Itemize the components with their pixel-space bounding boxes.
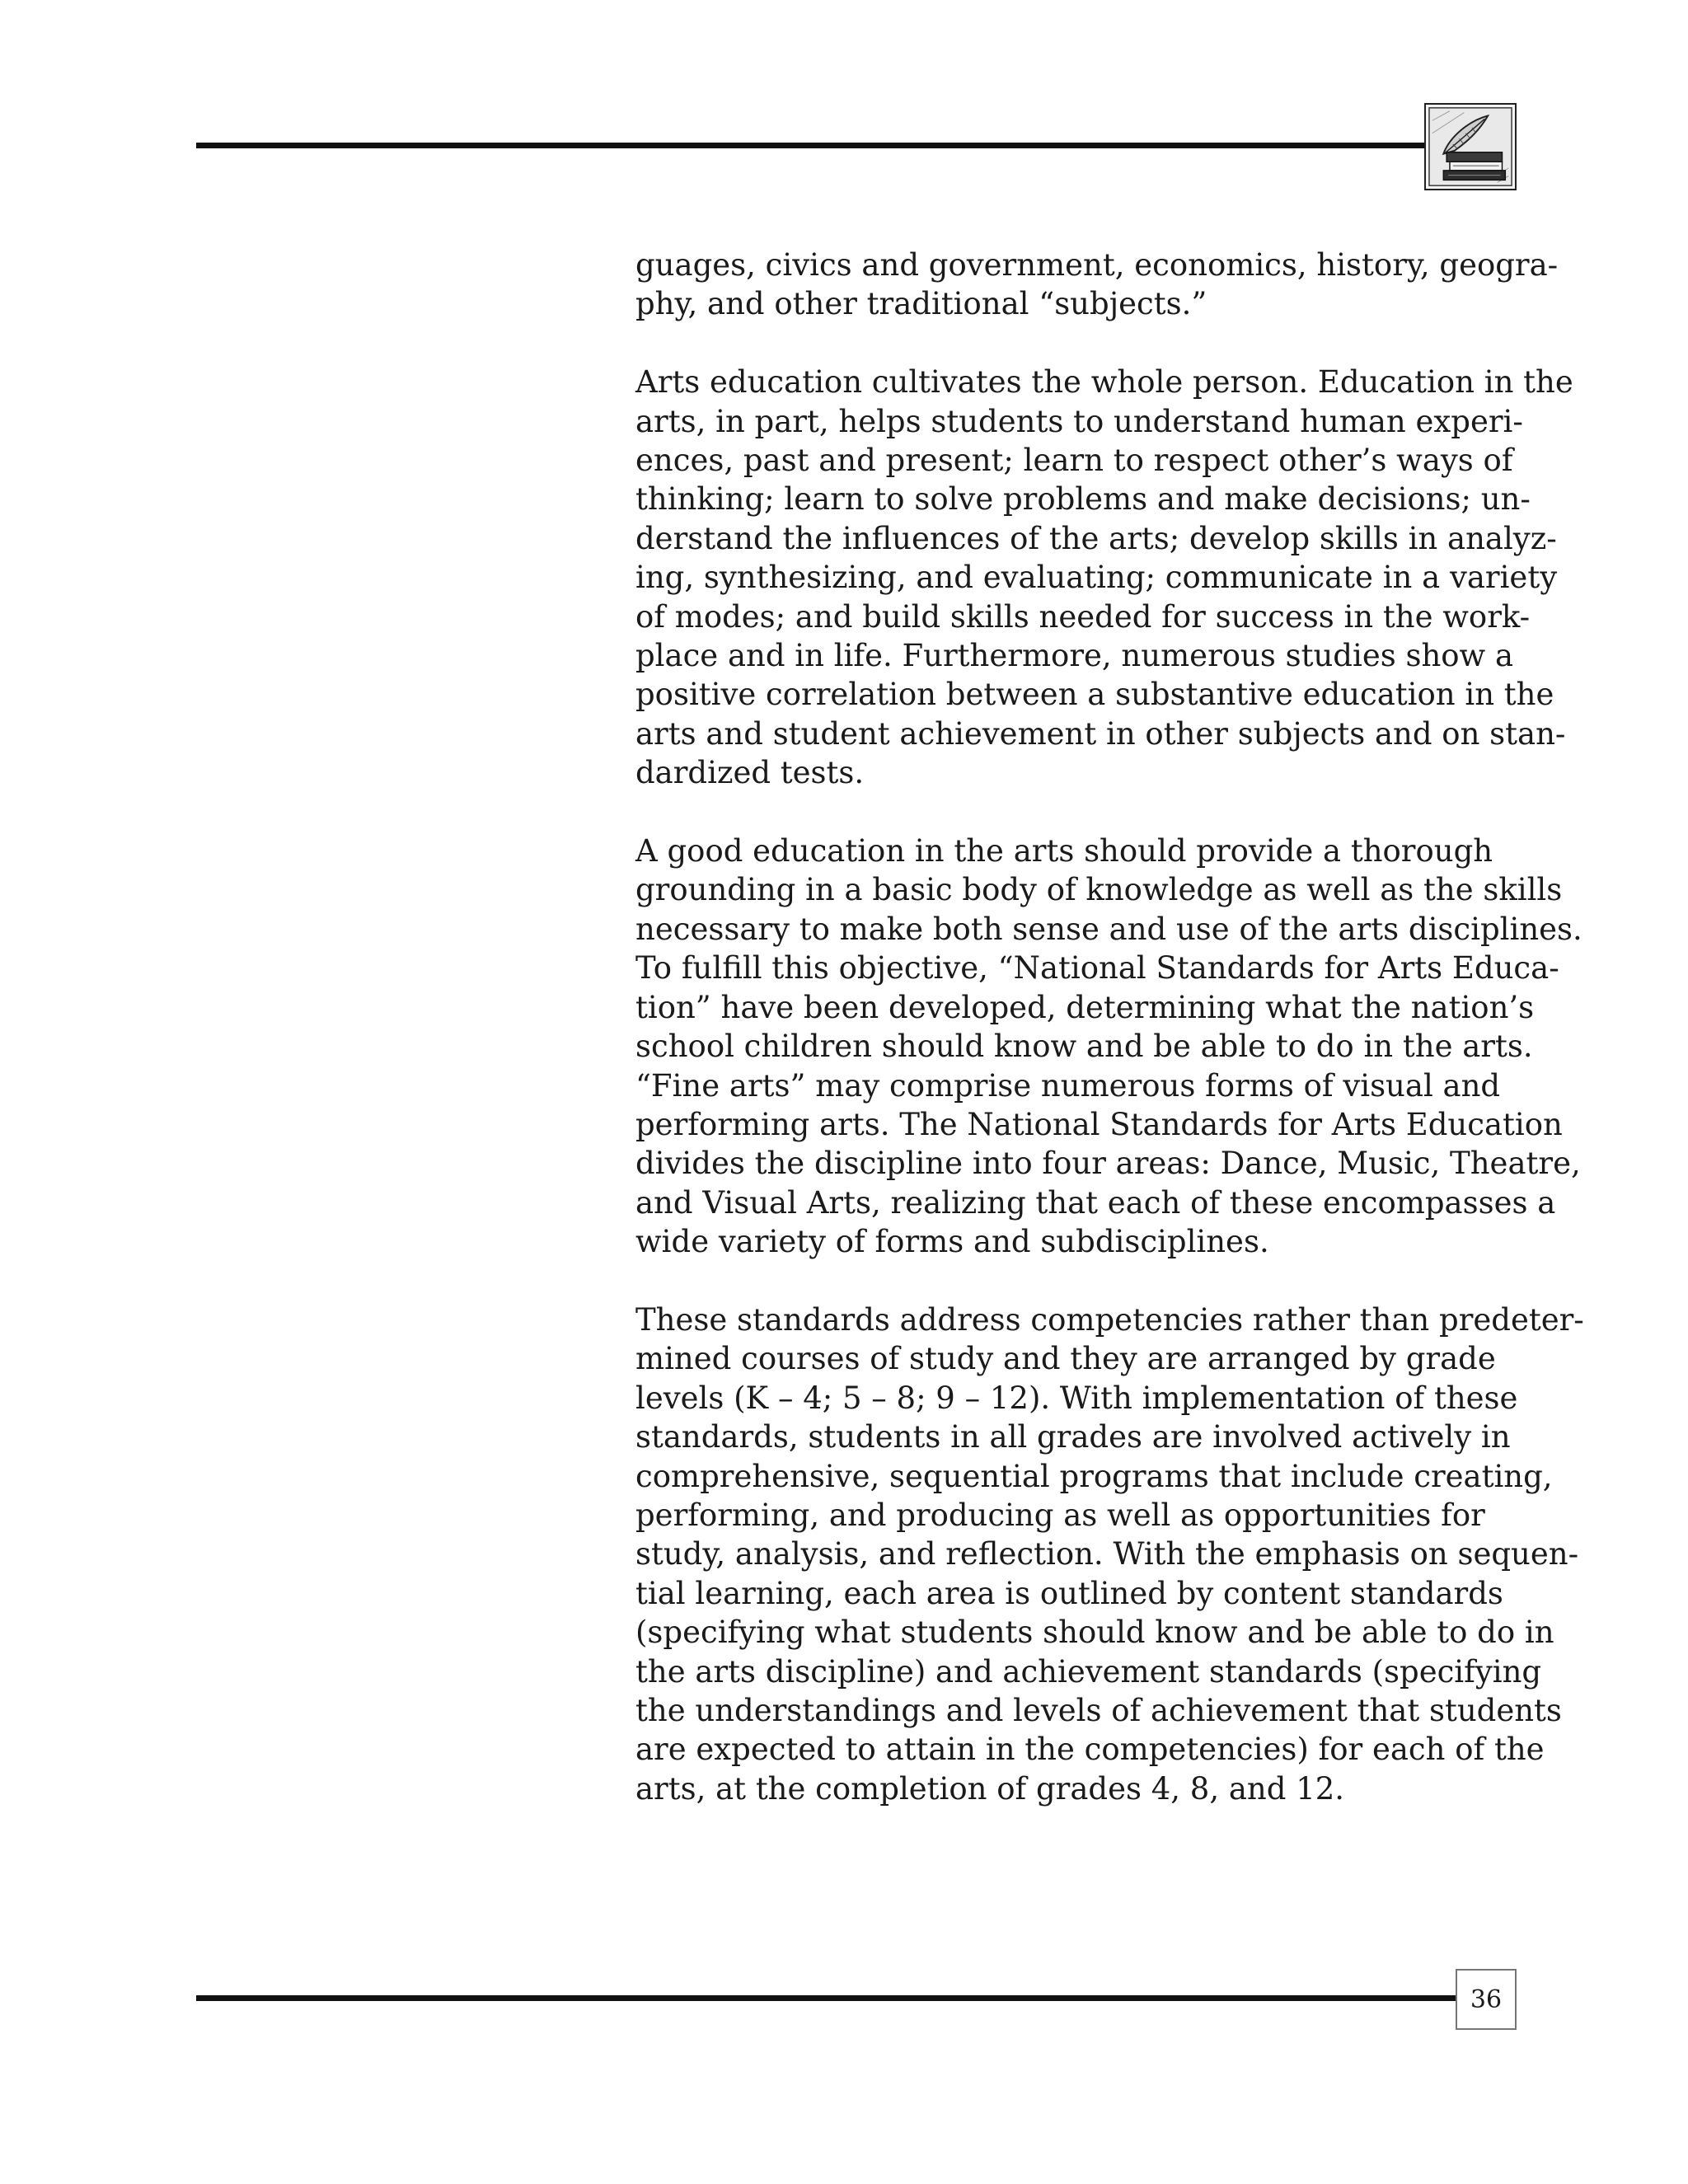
- text-line: place and in life. Furthermore, numerous studies show a: [635, 638, 1514, 674]
- text-line: wide variety of forms and subdisciplines.: [635, 1224, 1269, 1260]
- paragraph: [635, 363, 1573, 792]
- paragraph: [635, 246, 1559, 324]
- text-line: tion” have been developed, determining what the nation’s: [635, 989, 1535, 1025]
- text-line: performing arts. The National Standards for Arts Education: [635, 1106, 1563, 1142]
- text-line: are expected to attain in the competencies) for each of the: [635, 1732, 1545, 1768]
- body-text: [635, 246, 1584, 1848]
- paragraph: [635, 1301, 1584, 1808]
- text-line: ences, past and present; learn to respect other’s ways of: [635, 443, 1513, 479]
- text-line: necessary to make both sense and use of the arts disciplines.: [635, 911, 1582, 947]
- text-line: school children should know and be able to do in the arts.: [635, 1029, 1533, 1065]
- text-line: grounding in a basic body of knowledge as well as the skills: [635, 872, 1563, 908]
- text-line: phy, and other traditional “subjects.”: [635, 286, 1207, 322]
- text-line: the arts discipline) and achievement standards (specifying: [635, 1653, 1542, 1690]
- text-line: standards, students in all grades are involved actively in: [635, 1419, 1511, 1455]
- text-line: divides the discipline into four areas: Dance, Music, Theatre,: [635, 1146, 1581, 1182]
- page-number: 36: [1456, 1969, 1517, 2030]
- footer-rule: [196, 1995, 1456, 2001]
- text-line: mined courses of study and they are arranged by grade: [635, 1341, 1496, 1377]
- text-line: These standards address competencies rather than predeter-: [635, 1301, 1584, 1338]
- text-line: To fulfill this objective, “National Standards for Arts Educa-: [635, 950, 1559, 987]
- text-line: (specifying what students should know and be able to do in: [635, 1615, 1554, 1651]
- text-line: positive correlation between a substantive education in the: [635, 677, 1554, 713]
- text-line: “Fine arts” may comprise numerous forms of visual and: [635, 1067, 1501, 1104]
- text-line: study, analysis, and reflection. With the emphasis on sequen-: [635, 1536, 1579, 1572]
- text-line: comprehensive, sequential programs that include creating,: [635, 1458, 1553, 1494]
- text-line: dardized tests.: [635, 755, 865, 791]
- paragraph: [635, 832, 1582, 1261]
- text-line: ing, synthesizing, and evaluating; communicate in a variety: [635, 560, 1558, 596]
- text-line: guages, civics and government, economics, history, geogra-: [635, 247, 1559, 283]
- text-line: arts, at the completion of grades 4, 8, and 12.: [635, 1770, 1345, 1807]
- text-line: A good education in the arts should provide a thorough: [635, 833, 1493, 869]
- text-line: thinking; learn to solve problems and make decisions; un-: [635, 481, 1531, 518]
- text-line: of modes; and build skills needed for success in the work-: [635, 598, 1531, 635]
- text-line: arts and student achievement in other subjects and on stan-: [635, 715, 1566, 752]
- text-line: levels (K – 4; 5 – 8; 9 – 12). With implementation of these: [635, 1380, 1518, 1416]
- text-line: tial learning, each area is outlined by content standards: [635, 1575, 1503, 1611]
- text-line: Arts education cultivates the whole person. Education in the: [635, 364, 1573, 401]
- quill-and-books-icon: [1424, 103, 1517, 190]
- text-line: derstand the influences of the arts; develop skills in analyz-: [635, 520, 1557, 556]
- header-rule: [196, 143, 1424, 148]
- text-line: the understandings and levels of achievement that students: [635, 1692, 1562, 1728]
- text-line: performing, and producing as well as opportunities for: [635, 1497, 1485, 1533]
- text-line: and Visual Arts, realizing that each of these encompasses a: [635, 1184, 1556, 1221]
- text-line: arts, in part, helps students to understand human experi-: [635, 403, 1523, 439]
